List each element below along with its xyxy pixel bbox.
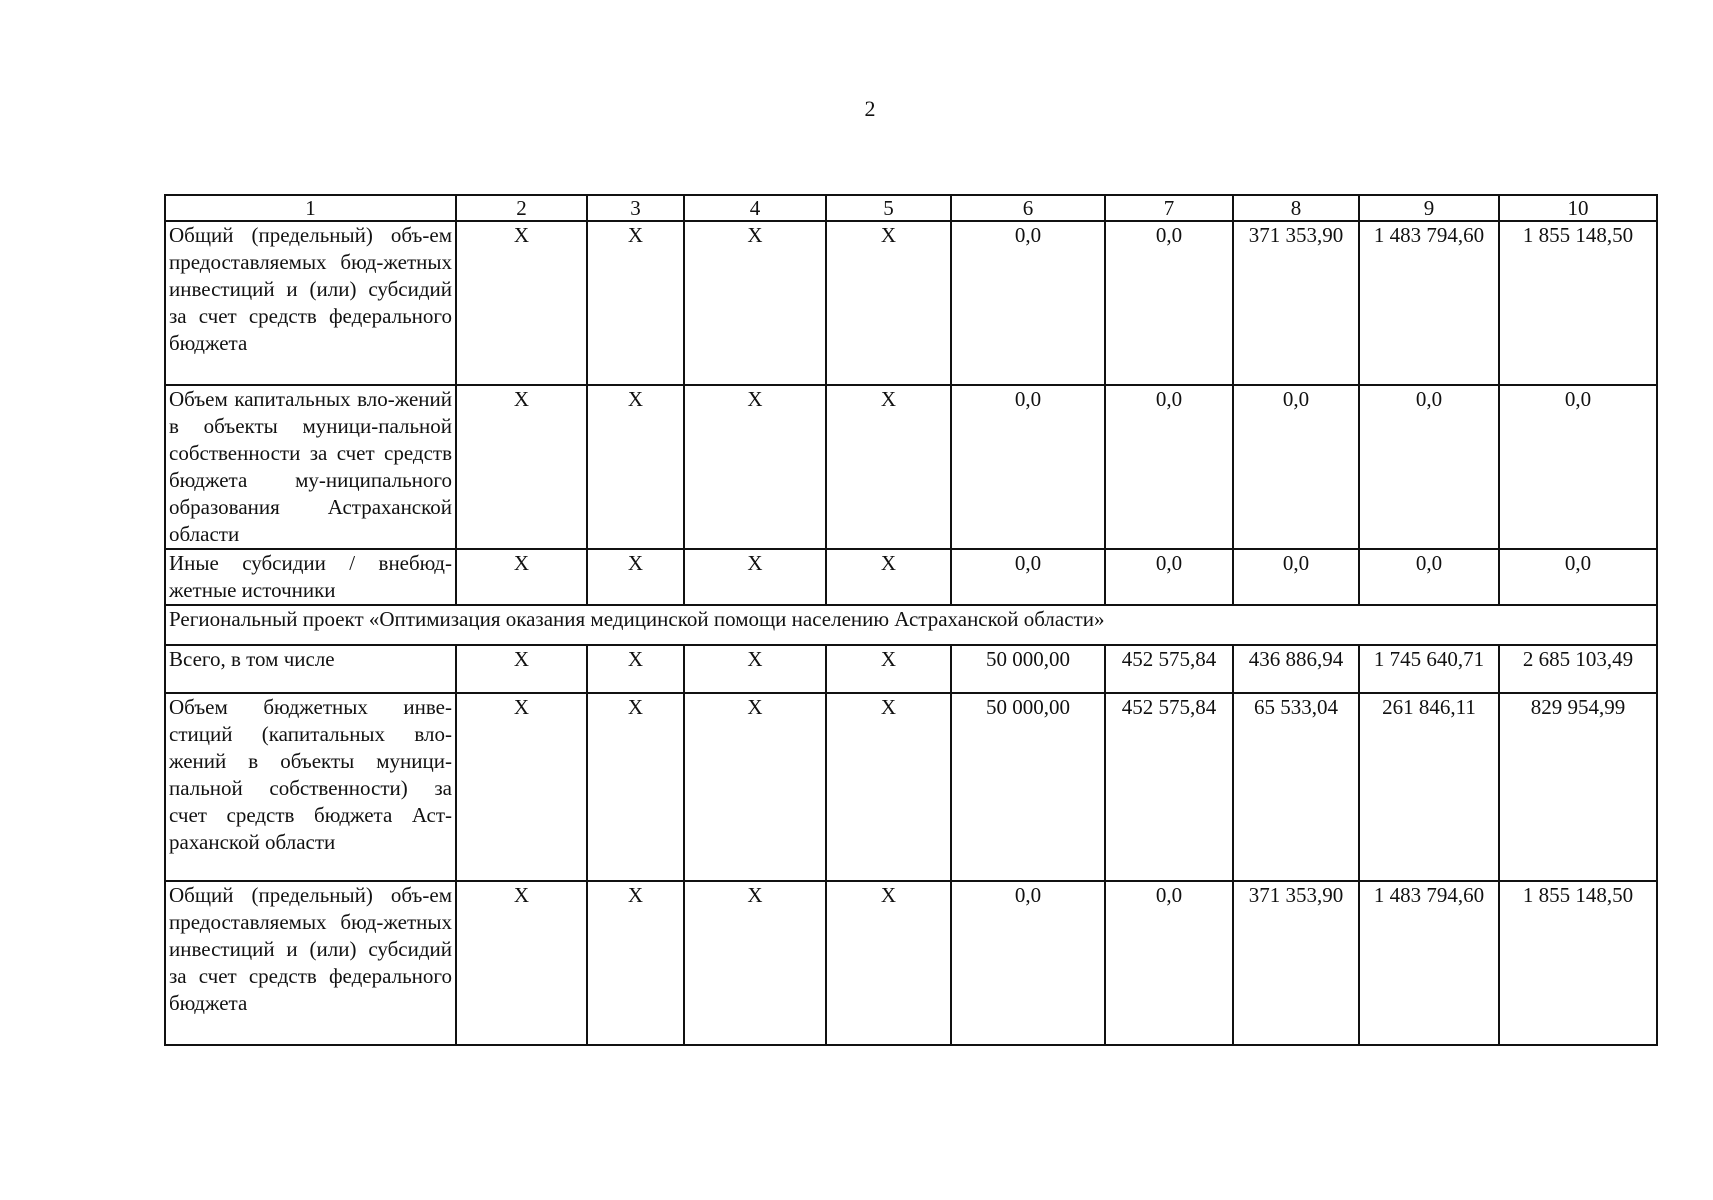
table-cell: 452 575,84 <box>1105 693 1233 881</box>
column-header: 6 <box>951 195 1105 221</box>
table-cell: X <box>684 693 826 881</box>
table-cell: X <box>587 221 684 385</box>
table-cell: 1 483 794,60 <box>1359 881 1499 1045</box>
row-label: Общий (предельный) объ-ем предоставляемых бюд-жетных инвестиций и (или) субсидий за счет средств федерального бюджета <box>165 221 456 385</box>
table-cell: 50 000,00 <box>951 693 1105 881</box>
table-cell: 0,0 <box>1499 549 1657 605</box>
table-row <box>165 693 1657 881</box>
table-cell: 65 533,04 <box>1233 693 1359 881</box>
table-cell: 0,0 <box>1359 549 1499 605</box>
table-cell: 371 353,90 <box>1233 881 1359 1045</box>
page-number: 2 <box>864 96 876 121</box>
table-cell: 0,0 <box>1105 881 1233 1045</box>
table-cell: 0,0 <box>1233 549 1359 605</box>
row-label: Иные субсидии / внебюд-жетные источники <box>165 549 456 605</box>
table-cell: X <box>587 549 684 605</box>
table-cell: 829 954,99 <box>1499 693 1657 881</box>
table-cell: X <box>826 645 951 693</box>
column-header: 8 <box>1233 195 1359 221</box>
table-cell: X <box>826 385 951 549</box>
table-cell: 0,0 <box>951 385 1105 549</box>
column-header: 2 <box>456 195 587 221</box>
table-row <box>165 881 1657 1045</box>
column-header: 1 <box>165 195 456 221</box>
table-cell: X <box>684 645 826 693</box>
table-cell: 1 855 148,50 <box>1499 881 1657 1045</box>
table-cell: X <box>587 645 684 693</box>
row-label: Объем капитальных вло-жений в объекты муници-пальной собственности за счет средств бюджета му-ниципального образования Астраханской области <box>165 385 456 549</box>
column-header: 4 <box>684 195 826 221</box>
table-cell: X <box>456 221 587 385</box>
table-cell: 0,0 <box>951 221 1105 385</box>
table-row <box>165 645 1657 693</box>
table-cell: X <box>456 881 587 1045</box>
table-cell: 1 745 640,71 <box>1359 645 1499 693</box>
column-header: 9 <box>1359 195 1499 221</box>
row-label: Всего, в том числе <box>165 645 456 693</box>
table-cell: 0,0 <box>1105 221 1233 385</box>
table-cell: 0,0 <box>951 549 1105 605</box>
table-cell: X <box>684 385 826 549</box>
table-header-row <box>165 195 1657 221</box>
column-header: 5 <box>826 195 951 221</box>
table-cell: X <box>684 549 826 605</box>
table-cell: 50 000,00 <box>951 645 1105 693</box>
table-cell: X <box>456 693 587 881</box>
table-cell: X <box>587 693 684 881</box>
row-label: Общий (предельный) объ-ем предоставляемых бюд-жетных инвестиций и (или) субсидий за счет средств федерального бюджета <box>165 881 456 1045</box>
table-cell: 1 855 148,50 <box>1499 221 1657 385</box>
table-cell: X <box>826 549 951 605</box>
table-cell: X <box>826 221 951 385</box>
table-cell: 452 575,84 <box>1105 645 1233 693</box>
table-cell: X <box>826 693 951 881</box>
column-header: 10 <box>1499 195 1657 221</box>
table-cell: X <box>684 221 826 385</box>
table-cell: X <box>826 881 951 1045</box>
table-cell: 0,0 <box>1105 549 1233 605</box>
table-row <box>165 385 1657 549</box>
table-cell: X <box>587 385 684 549</box>
table-row <box>165 221 1657 385</box>
project-title-row <box>165 605 1657 645</box>
table-cell: 371 353,90 <box>1233 221 1359 385</box>
table-cell: X <box>684 881 826 1045</box>
table-cell: 0,0 <box>1499 385 1657 549</box>
table-cell: 1 483 794,60 <box>1359 221 1499 385</box>
row-label: Объем бюджетных инве-стиций (капитальных вло-жений в объекты муници-пальной собственности) за счет средств бюджета Аст-раханской области <box>165 693 456 881</box>
table-cell: X <box>456 549 587 605</box>
table-cell: 261 846,11 <box>1359 693 1499 881</box>
column-header: 7 <box>1105 195 1233 221</box>
table-cell: X <box>456 645 587 693</box>
column-header: 3 <box>587 195 684 221</box>
table-cell: X <box>587 881 684 1045</box>
table-cell: 0,0 <box>1233 385 1359 549</box>
table-cell: 436 886,94 <box>1233 645 1359 693</box>
table-row <box>165 549 1657 605</box>
table-cell: 2 685 103,49 <box>1499 645 1657 693</box>
table-cell: 0,0 <box>1105 385 1233 549</box>
table-cell: 0,0 <box>1359 385 1499 549</box>
table-cell: X <box>456 385 587 549</box>
table-cell: 0,0 <box>951 881 1105 1045</box>
budget-table <box>164 194 1658 1046</box>
project-title: Региональный проект «Оптимизация оказания медицинской помощи населению Астраханской области» <box>165 605 1657 645</box>
